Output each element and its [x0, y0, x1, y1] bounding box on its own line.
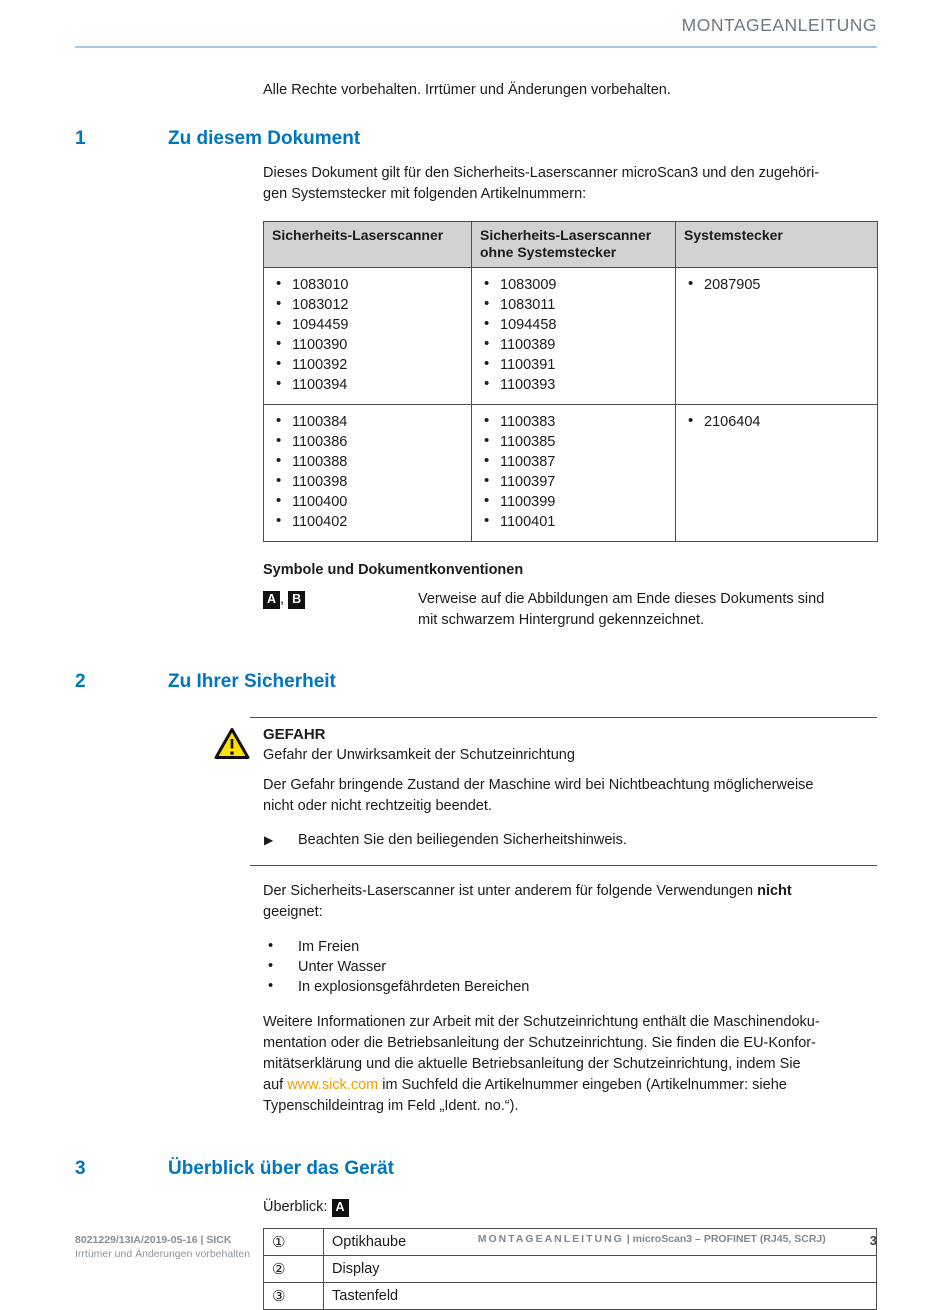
article-number: • 1100401 [480, 512, 667, 532]
article-number: • 1100398 [272, 472, 463, 492]
section-1-number: 1 [75, 128, 86, 149]
danger-action-text: Beachten Sie den beiliegenden Sicherheitshinweis. [298, 832, 627, 848]
symbols-description [418, 589, 824, 631]
intro-line: gen Systemstecker mit folgenden Artikelnummern: [263, 186, 587, 202]
symbols-row [263, 589, 877, 631]
article-number: • 1100388 [272, 452, 463, 472]
danger-subtitle: Gefahr der Unwirksamkeit der Schutzeinrichtung [263, 747, 575, 763]
section-3-number: 3 [75, 1158, 86, 1179]
not-suitable-list [263, 937, 877, 997]
column-header-system-plug: Systemstecker [676, 222, 878, 268]
article-number: • 1100385 [480, 432, 667, 452]
scanner-list [272, 412, 463, 532]
symbols-description-line: Verweise auf die Abbildungen am Ende dieses Dokuments sind [418, 591, 825, 607]
page-number: 3 [869, 1233, 877, 1248]
danger-body-line: Der Gefahr bringende Zustand der Maschine wird bei Nichtbeachtung möglicherweise [263, 777, 814, 793]
not-suitable-bold: nicht [757, 883, 792, 899]
danger-action [263, 830, 877, 851]
article-number: • 1100402 [272, 512, 463, 532]
footer-note: Irrtümer und Änderungen vorbehalten [75, 1248, 251, 1260]
article-number: • 1100386 [272, 432, 463, 452]
further-info-paragraph [263, 1012, 877, 1117]
symbols-description-line: mit schwarzem Hintergrund gekennzeichnet. [418, 612, 705, 628]
article-number: • 1100391 [480, 355, 667, 375]
symbols-heading: Symbole und Dokumentkonventionen [263, 562, 524, 578]
page-header [75, 0, 877, 48]
rights-notice: Alle Rechte vorbehalten. Irrtümer und Änderungen vorbehalten. [263, 82, 671, 98]
overview-reference [263, 1199, 877, 1217]
footer-doc-subtitle: | microScan3 – PROFINET (RJ45, SCRJ) [623, 1233, 826, 1245]
callout-number: ② [264, 1256, 324, 1283]
footer-doc-id: 8021229/13IA/2019-05-16 | SICK [75, 1234, 232, 1246]
figure-badge-a: A [332, 1199, 349, 1217]
section-3-heading [75, 1158, 877, 1180]
callout-label: Tastenfeld [324, 1283, 877, 1310]
badge-separator: , [280, 591, 285, 607]
section-1-intro [263, 163, 877, 205]
article-number: • 2087905 [684, 275, 869, 295]
figure-badge-b: B [288, 591, 305, 609]
article-number: • 1100389 [480, 335, 667, 355]
danger-notice [250, 717, 877, 866]
article-number: • 1083011 [480, 295, 667, 315]
table-row [264, 405, 878, 542]
article-number: • 1100399 [480, 492, 667, 512]
article-number: • 1100390 [272, 335, 463, 355]
overview-label: Überblick: [263, 1199, 332, 1215]
article-number: • 1100387 [480, 452, 667, 472]
danger-body-line: nicht oder nicht rechtzeitig beendet. [263, 798, 492, 814]
info-link-pre: auf [263, 1077, 288, 1093]
list-item: • In explosionsgefährdeten Bereichen [263, 977, 877, 997]
info-line: Weitere Informationen zur Arbeit mit der Schutzeinrichtung enthält die Maschinendoku- [263, 1014, 820, 1030]
sick-website-link[interactable]: www.sick.com [287, 1077, 379, 1093]
article-number: • 1100392 [272, 355, 463, 375]
callout-number: ③ [264, 1283, 324, 1310]
danger-keyword: GEFAHR [263, 726, 326, 743]
info-line: mitätserklärung und die aktuelle Betriebsanleitung der Schutzeinrichtung, indem Sie [263, 1056, 801, 1072]
article-number: • 1100393 [480, 375, 667, 395]
article-number: • 1094459 [272, 315, 463, 335]
info-line: Typenschildeintrag im Feld „Ident. no.“). [263, 1098, 519, 1114]
article-number: • 1100397 [480, 472, 667, 492]
section-3-title: Überblick über das Gerät [168, 1158, 394, 1179]
page-footer [75, 1233, 877, 1261]
doc-type-label: MONTAGEANLEITUNG [681, 15, 877, 35]
not-suitable-line2: geeignet: [263, 904, 323, 920]
info-line-with-link [263, 1075, 877, 1096]
scanner-list [272, 275, 463, 395]
callout-label: Optikhaube [324, 1229, 877, 1256]
article-number-table [263, 221, 878, 542]
article-number: • 1083012 [272, 295, 463, 315]
footer-doc-title [478, 1233, 826, 1245]
system-plug-list [684, 412, 869, 432]
list-item: • Unter Wasser [263, 957, 877, 977]
article-number: • 2106404 [684, 412, 869, 432]
section-2-heading [75, 671, 877, 693]
column-header-scanner-no-plug: Sicherheits-Laserscanner ohne Systemstecker [472, 222, 676, 268]
article-number: • 1100400 [272, 492, 463, 512]
info-link-post: im Suchfeld die Artikelnummer eingeben (Artikelnummer: siehe [378, 1077, 787, 1093]
footer-doc-type: MONTAGEANLEITUNG [477, 1233, 624, 1245]
article-number: • 1100384 [272, 412, 463, 432]
action-arrow-icon: ▶ [264, 833, 274, 847]
not-suitable-paragraph [263, 881, 877, 923]
table-row [264, 268, 878, 405]
not-suitable-pre: Der Sicherheits-Laserscanner ist unter anderem für folgende Verwendungen [263, 883, 758, 899]
warning-triangle-icon [214, 727, 250, 767]
article-number: • 1100394 [272, 375, 463, 395]
table-header-row [264, 222, 878, 268]
callout-label: Display [324, 1256, 877, 1283]
article-number: • 1083009 [480, 275, 667, 295]
section-2-title: Zu Ihrer Sicherheit [168, 671, 336, 692]
section-1-title: Zu diesem Dokument [168, 128, 361, 149]
article-number: • 1094458 [480, 315, 667, 335]
callout-number: ① [264, 1229, 324, 1256]
danger-body [263, 775, 877, 817]
table-row [264, 1283, 877, 1310]
column-header-scanner: Sicherheits-Laserscanner [264, 222, 472, 268]
section-1-heading [75, 128, 877, 150]
figure-reference-badges [263, 589, 418, 631]
list-item: • Im Freien [263, 937, 877, 957]
article-number: • 1083010 [272, 275, 463, 295]
scanner-no-plug-list [480, 412, 667, 532]
article-number: • 1100383 [480, 412, 667, 432]
scanner-no-plug-list [480, 275, 667, 395]
section-2-number: 2 [75, 671, 86, 692]
system-plug-list [684, 275, 869, 295]
footer-document-info [75, 1233, 250, 1261]
info-line: mentation oder die Betriebsanleitung der Schutzeinrichtung. Sie finden die EU-Konfor- [263, 1035, 816, 1051]
figure-badge-a: A [263, 591, 280, 609]
intro-line: Dieses Dokument gilt für den Sicherheits-Laserscanner microScan3 und den zugehöri- [263, 165, 820, 181]
